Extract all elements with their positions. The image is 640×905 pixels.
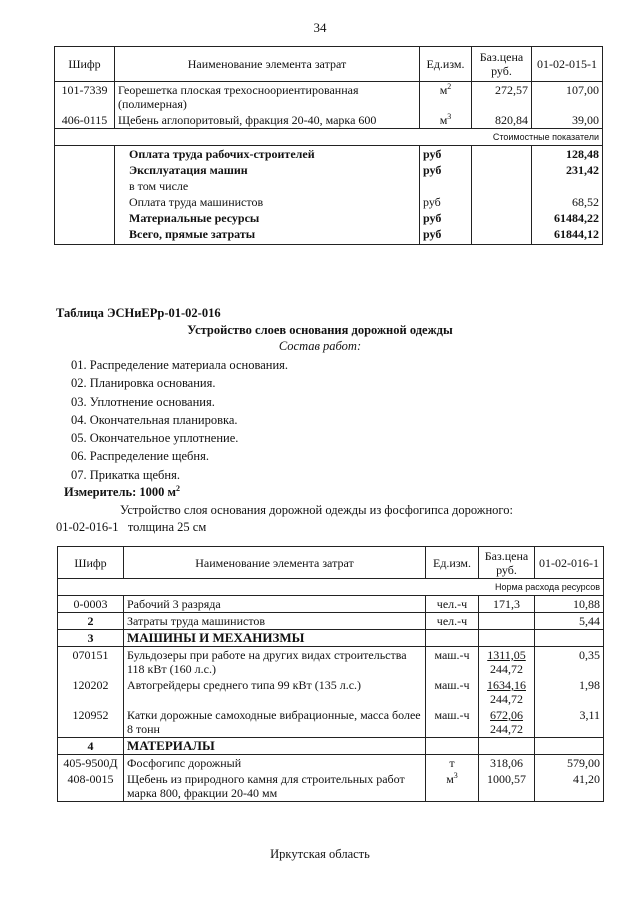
list-item: 06. Распределение щебня. bbox=[71, 449, 209, 464]
section-label: Стоимостные показатели bbox=[55, 129, 603, 146]
variant-code: 01-02-016-1 bbox=[56, 520, 119, 534]
row-value: 39,00 bbox=[532, 112, 603, 129]
header-name: Наименование элемента затрат bbox=[124, 547, 426, 579]
row-code: 0-0003 bbox=[58, 596, 124, 613]
norm-label: Норма расхода ресурсов bbox=[58, 579, 604, 596]
summary-name: Всего, прямые затраты bbox=[115, 226, 420, 244]
row-price: 318,06 bbox=[479, 755, 535, 772]
summary-name: Оплата труда рабочих-строителей bbox=[115, 146, 420, 163]
description: Устройство слоя основания дорожной одежды из фосфогипса дорожного: bbox=[120, 503, 513, 517]
header-name: Наименование элемента затрат bbox=[115, 47, 420, 82]
group-row bbox=[58, 630, 604, 647]
row-code: 4 bbox=[58, 738, 124, 755]
row-value: 10,88 bbox=[535, 596, 604, 613]
row-value: 41,20 bbox=[535, 771, 604, 802]
row-code: 070151 bbox=[58, 647, 124, 678]
row-unit: чел.-ч bbox=[426, 596, 479, 613]
row-name: Бульдозеры при работе на других видах строительства 118 кВт (160 л.с.) bbox=[124, 647, 426, 678]
header-price: Баз.цена руб. bbox=[472, 47, 532, 82]
row-code: 3 bbox=[58, 630, 124, 647]
row-price: 820,84 bbox=[472, 112, 532, 129]
page-number: 34 bbox=[313, 20, 327, 35]
table-row bbox=[58, 596, 604, 613]
summary-name: Материальные ресурсы bbox=[115, 210, 420, 226]
summary-row bbox=[55, 194, 603, 210]
summary-unit: руб bbox=[420, 146, 472, 163]
list-item: 03. Уплотнение основания. bbox=[71, 394, 215, 409]
row-price: 672,06 244,72 bbox=[479, 707, 535, 738]
table-row bbox=[58, 677, 604, 707]
row-unit: $м^3$ bbox=[420, 112, 472, 129]
summary-row bbox=[55, 146, 603, 163]
row-unit: маш.-ч bbox=[426, 647, 479, 678]
section-heading: Устройство слоев основания дорожной одежды bbox=[187, 323, 453, 337]
table-row bbox=[55, 112, 603, 129]
row-value: 3,11 bbox=[535, 707, 604, 738]
row-price: 171,3 bbox=[479, 596, 535, 613]
group-row bbox=[58, 738, 604, 755]
meter: Измеритель: 1000 $м^2$ bbox=[64, 483, 181, 499]
cost-table-015 bbox=[54, 46, 603, 245]
header-unit: Ед.изм. bbox=[426, 547, 479, 579]
row-code: 2 bbox=[58, 613, 124, 630]
table-row bbox=[58, 647, 604, 678]
row-price: 1634,16 244,72 bbox=[479, 677, 535, 707]
summary-value: 68,52 bbox=[532, 194, 603, 210]
row-value: 5,44 bbox=[535, 613, 604, 630]
row-code: 120952 bbox=[58, 707, 124, 738]
summary-value: 61844,12 bbox=[532, 226, 603, 244]
table-row bbox=[58, 771, 604, 802]
row-unit: $м^2$ bbox=[420, 82, 472, 113]
list-item: 07. Прикатка щебня. bbox=[71, 467, 180, 482]
row-value: 1,98 bbox=[535, 677, 604, 707]
group-name: МАШИНЫ И МЕХАНИЗМЫ bbox=[124, 630, 426, 647]
group-name: МАТЕРИАЛЫ bbox=[124, 738, 426, 755]
row-name: Щебень аглопоритовый, фракция 20-40, марка 600 bbox=[115, 112, 420, 129]
page-footer: Иркутская область bbox=[270, 847, 370, 861]
row-code: 405-9500Д bbox=[58, 755, 124, 772]
list-item: 02. Планировка основания. bbox=[71, 376, 216, 391]
row-name: Рабочий 3 разряда bbox=[124, 596, 426, 613]
row-price: 1000,57 bbox=[479, 771, 535, 802]
variant-text: толщина 25 см bbox=[127, 520, 207, 534]
row-name: Затраты труда машинистов bbox=[124, 613, 426, 630]
table-row bbox=[58, 613, 604, 630]
summary-name: Оплата труда машинистов bbox=[115, 194, 420, 210]
row-value: 579,00 bbox=[535, 755, 604, 772]
variant bbox=[56, 520, 206, 535]
summary-row bbox=[55, 178, 603, 194]
row-code: 408-0015 bbox=[58, 771, 124, 802]
row-price bbox=[479, 613, 535, 630]
row-name: Георешетка плоская трехосноориентированная (полимерная) bbox=[115, 82, 420, 113]
table-row bbox=[55, 82, 603, 113]
list-item: 04. Окончательная планировка. bbox=[71, 412, 238, 427]
works-title: Состав работ: bbox=[278, 339, 362, 353]
table-row bbox=[58, 755, 604, 772]
summary-row bbox=[55, 210, 603, 226]
row-name: Катки дорожные самоходные вибрационные, масса более 8 тонн bbox=[124, 707, 426, 738]
row-unit: чел.-ч bbox=[426, 613, 479, 630]
row-price: 1311,05 244,72 bbox=[479, 647, 535, 678]
header-code: Шифр bbox=[58, 547, 124, 579]
summary-row bbox=[55, 226, 603, 244]
row-unit: $м^3$ bbox=[426, 771, 479, 802]
row-code: 406-0115 bbox=[55, 112, 115, 129]
summary-unit: руб bbox=[420, 162, 472, 178]
summary-unit: руб bbox=[420, 194, 472, 210]
row-unit: т bbox=[426, 755, 479, 772]
row-unit: маш.-ч bbox=[426, 707, 479, 738]
row-value: 107,00 bbox=[532, 82, 603, 113]
resource-table-016 bbox=[57, 546, 604, 802]
header-code: Шифр bbox=[55, 47, 115, 82]
table-row bbox=[58, 707, 604, 738]
summary-name: в том числе bbox=[115, 178, 420, 194]
header-column: 01-02-015-1 bbox=[532, 47, 603, 82]
header-unit: Ед.изм. bbox=[420, 47, 472, 82]
summary-value: 61484,22 bbox=[532, 210, 603, 226]
summary-unit: руб bbox=[420, 226, 472, 244]
summary-unit: руб bbox=[420, 210, 472, 226]
row-name: Автогрейдеры среднего типа 99 кВт (135 л.с.) bbox=[124, 677, 426, 707]
row-value: 0,35 bbox=[535, 647, 604, 678]
summary-value: 231,42 bbox=[532, 162, 603, 178]
row-name: Фосфогипс дорожный bbox=[124, 755, 426, 772]
header-price: Баз.цена руб. bbox=[479, 547, 535, 579]
list-item: 01. Распределение материала основания. bbox=[71, 358, 289, 372]
table-title: Таблица ЭСНиЕРр-01-02-016 bbox=[56, 306, 221, 320]
summary-row bbox=[55, 162, 603, 178]
summary-name: Эксплуатация машин bbox=[115, 162, 420, 178]
list-item: 05. Окончательное уплотнение. bbox=[71, 431, 239, 446]
row-unit: маш.-ч bbox=[426, 677, 479, 707]
summary-value: 128,48 bbox=[532, 146, 603, 163]
row-price: 272,57 bbox=[472, 82, 532, 113]
works-list bbox=[71, 356, 288, 484]
row-code: 101-7339 bbox=[55, 82, 115, 113]
header-column: 01-02-016-1 bbox=[535, 547, 604, 579]
row-name: Щебень из природного камня для строительных работ марка 800, фракции 20-40 мм bbox=[124, 771, 426, 802]
row-code: 120202 bbox=[58, 677, 124, 707]
